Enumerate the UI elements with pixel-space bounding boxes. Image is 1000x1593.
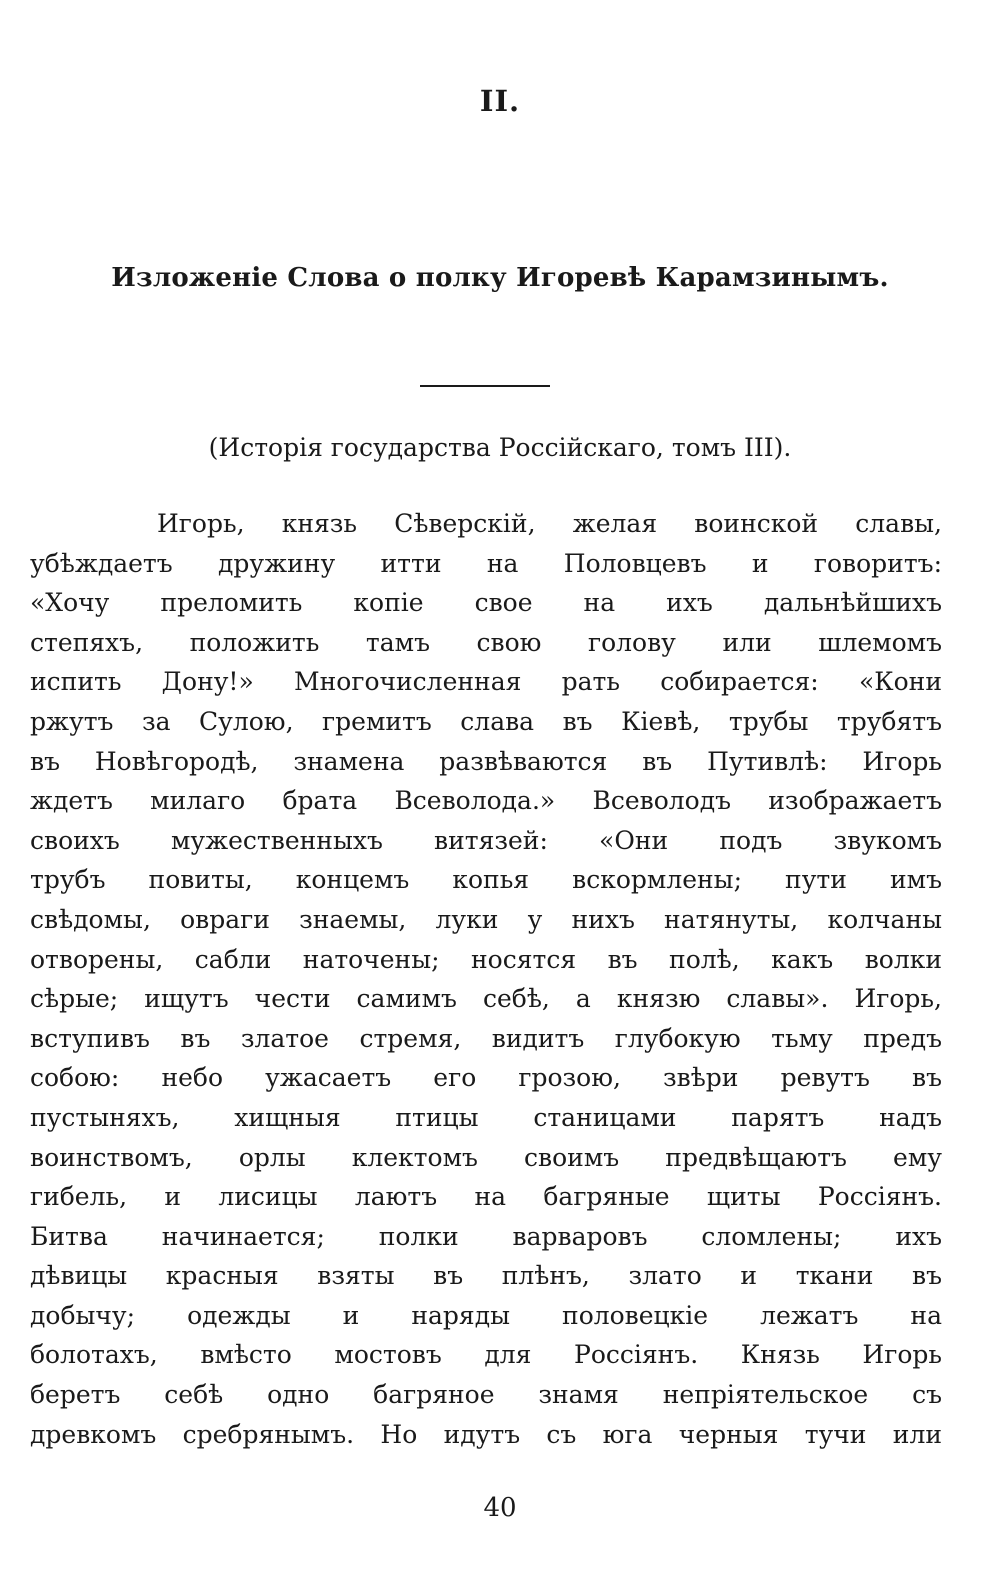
body-line: дѣвицы красныя взяты въ плѣнъ, злато и ткани въ [30,1261,942,1291]
body-text [30,504,942,1454]
body-line: вступивъ въ златое стремя, видитъ глубокую тьму предъ [30,1023,942,1053]
body-line: «Хочу преломить копіе свое на ихъ дальнѣйшихъ [30,588,942,618]
body-line: ждетъ милаго брата Всеволода.» Всеволодъ изображаетъ [30,786,942,816]
body-line: отворены, сабли наточены; носятся въ полѣ, какъ волки [30,944,942,974]
body-line: степяхъ, положить тамъ свою голову или шлемомъ [30,627,942,657]
body-line: сѣрые; ищутъ чести самимъ себѣ, а князю славы». Игорь, [30,984,942,1014]
body-line: Битва начинается; полки варваровъ сломлены; ихъ [30,1221,942,1251]
body-line: ржутъ за Сулою, гремитъ слава въ Кіевѣ, трубы трубятъ [30,706,942,736]
body-line: убѣждаетъ дружину итти на Половцевъ и говоритъ: [30,548,942,578]
body-line: собою: небо ужасаетъ его грозою, звѣри ревутъ въ [30,1063,942,1093]
body-line: свѣдомы, овраги знаемы, луки у нихъ натянуты, колчаны [30,904,942,934]
body-line: добычу; одежды и наряды половецкіе лежатъ на [30,1300,942,1330]
body-line: испить Дону!» Многочисленная рать собирается: «Кони [30,667,942,697]
body-line: своихъ мужественныхъ витязей: «Они подъ звукомъ [30,825,942,855]
body-line: беретъ себѣ одно багряное знамя непріятельское съ [30,1380,942,1410]
body-line: трубъ повиты, концемъ копья вскормлены; пути имъ [30,865,942,895]
body-line: болотахъ, вмѣсто мостовъ для Россіянъ. Князь Игорь [30,1340,942,1370]
page-number: 40 [483,1493,517,1523]
body-line: гибель, и лисицы лаютъ на багряные щиты Россіянъ. [30,1182,942,1212]
source-reference: (Исторія государства Россійскаго, томъ III). [208,433,792,462]
body-line: воинствомъ, орлы клектомъ своимъ предвѣщаютъ ему [30,1142,942,1172]
body-line: Игорь, князь Сѣверскій, желая воинской славы, [157,509,942,538]
body-line: пустыняхъ, хищныя птицы станицами парятъ надъ [30,1102,942,1132]
body-line: древкомъ сребрянымъ. Но идутъ съ юга черныя тучи или [30,1419,942,1449]
chapter-title: Изложеніе Слова о полку Игоревѣ Карамзинымъ. [111,263,889,293]
body-line: въ Новѣгородѣ, знамена развѣваются въ Путивлѣ: Игорь [30,746,942,776]
chapter-number: II. [479,84,521,118]
title-divider [420,385,550,387]
